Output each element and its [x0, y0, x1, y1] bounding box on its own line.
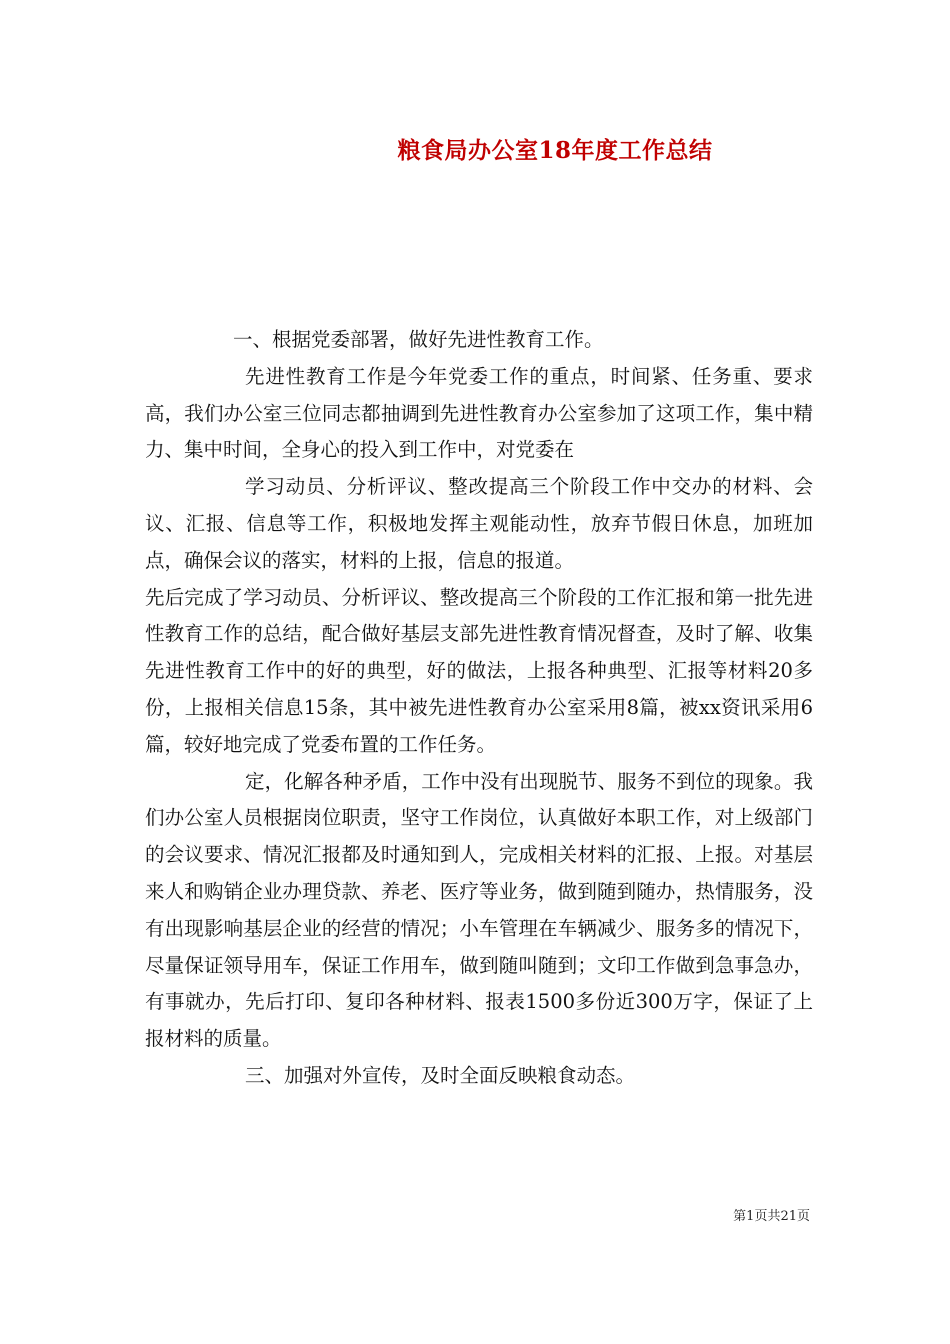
page-number: 第1页共21页: [733, 1209, 810, 1224]
document-title: 粮食局办公室18年度工作总结: [397, 137, 713, 164]
paragraph-3: 学习动员、分析评议、整改提高三个阶段工作中交办的材料、会议、汇报、信息等工作，积极地发挥主观能动性，放弃节假日休息，加班加点，确保会议的落实，材料的上报，信息的报道。: [145, 475, 813, 572]
paragraph-heading-3: 三、加强对外宣传，及时全面反映粮食动态。: [245, 1063, 636, 1087]
paragraph-4: 先后完成了学习动员、分析评议、整改提高三个阶段的工作汇报和第一批先进性教育工作的总结，配合做好基层支部先进性教育情况督查，及时了解、收集先进性教育工作中的好的典型，好的做法，上报各种典型、汇报等材料20多份，上报相关信息15条，其中被先进性教育办公室采用8篇，被xx资讯采用6篇，较好地完成了党委布置的工作任务。: [145, 585, 813, 756]
paragraph-5: 定，化解各种矛盾，工作中没有出现脱节、服务不到位的现象。我们办公室人员根据岗位职责，坚守工作岗位，认真做好本职工作，对上级部门的会议要求、情况汇报都及时通知到人，完成相关材料的汇报、上报。对基层来人和购销企业办理贷款、养老、医疗等业务，做到随到随办，热情服务，没有出现影响基层企业的经营的情况；小车管理在车辆减少、服务多的情况下，尽量保证领导用车，保证工作用车，做到随叫随到；文印工作做到急事急办，有事就办，先后打印、复印各种材料、报表1500多份近300万字，保证了上报材料的质量。: [145, 769, 813, 1051]
document-body: [145, 322, 813, 1095]
paragraph-heading-1: 一、根据党委部署，做好先进性教育工作。: [233, 328, 604, 351]
paragraph-2: 先进性教育工作是今年党委工作的重点，时间紧、任务重、要求高，我们办公室三位同志都抽调到先进性教育办公室参加了这项工作，集中精力、集中时间，全身心的投入到工作中，对党委在: [145, 364, 813, 462]
